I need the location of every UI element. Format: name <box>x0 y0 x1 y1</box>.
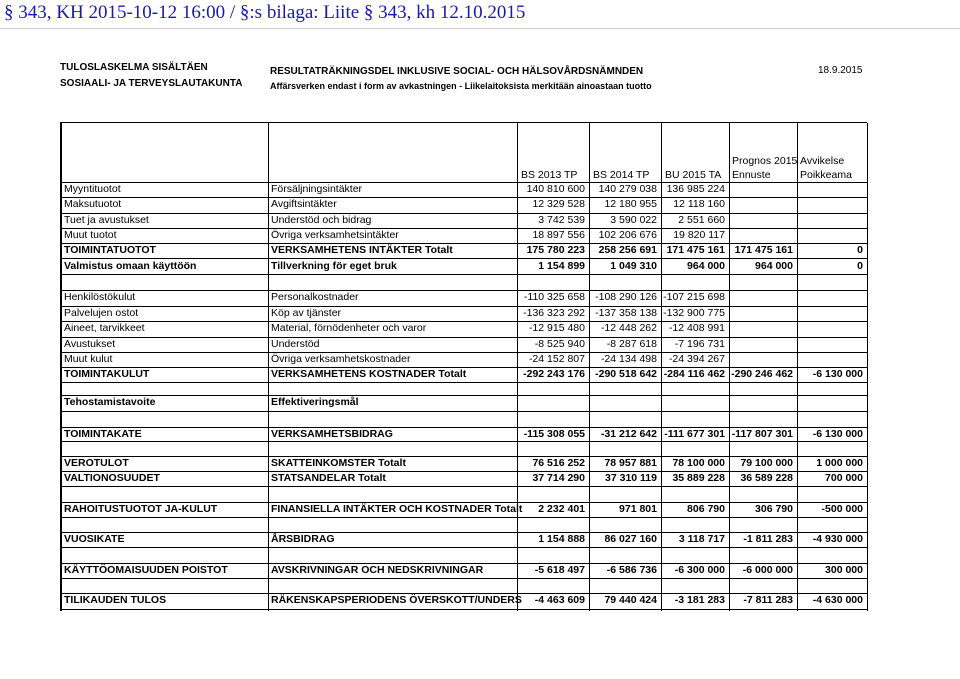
value-cell: -7 196 731 <box>674 338 725 350</box>
value-cell: 1 154 899 <box>538 260 585 272</box>
value-cell: 1 154 888 <box>538 533 585 545</box>
row-rule <box>61 382 867 383</box>
value-cell: -284 116 462 <box>663 368 725 380</box>
row-label-sv: RÄKENSKAPSPERIODENS ÖVERSKOTT/UNDERS <box>271 594 522 606</box>
row-rule <box>61 411 867 412</box>
row-label-fi: KÄYTTÖOMAISUUDEN POISTOT <box>64 564 228 576</box>
value-cell: 171 475 161 <box>666 244 725 256</box>
value-cell: -107 215 698 <box>663 291 725 303</box>
row-rule <box>61 441 867 442</box>
value-cell: 19 820 117 <box>673 229 725 241</box>
value-cell: 0 <box>857 260 863 272</box>
value-cell: -132 900 775 <box>663 307 725 319</box>
row-label-fi: TOIMINTAKATE <box>64 428 142 440</box>
value-cell: 78 100 000 <box>672 457 725 469</box>
value-cell: 12 180 955 <box>604 198 657 210</box>
value-cell: -290 246 462 <box>731 368 793 380</box>
value-cell: 0 <box>857 244 863 256</box>
row-label-sv: VERKSAMHETENS KOSTNADER Totalt <box>271 368 467 380</box>
header-mid-line1: RESULTATRÄKNINGSDEL INKLUSIVE SOCIAL- OCH HÄLSOVÅRDSNÄMNDEN <box>270 66 644 77</box>
value-cell: 1 000 000 <box>816 457 863 469</box>
value-cell: -8 525 940 <box>534 338 585 350</box>
value-cell: -6 130 000 <box>812 368 863 380</box>
value-cell: 36 589 228 <box>740 472 793 484</box>
value-cell: -4 630 000 <box>812 594 863 606</box>
row-label-fi: RAHOITUSTUOTOT JA-KULUT <box>64 503 218 515</box>
row-label-sv: Tillverkning för eget bruk <box>271 260 397 272</box>
row-label-sv: Försäljningsintäkter <box>271 183 363 195</box>
value-cell: -6 130 000 <box>812 428 863 440</box>
value-cell: -24 394 267 <box>668 353 725 365</box>
row-label-sv: VERKSAMHETENS INTÄKTER Totalt <box>271 244 453 256</box>
row-label-fi: TILIKAUDEN TULOS <box>64 594 167 606</box>
attachment-title: § 343, KH 2015-10-12 16:00 / §:s bilaga: Liite § 343, kh 12.10.2015 <box>4 2 526 23</box>
value-cell: 86 027 160 <box>604 533 657 545</box>
value-cell: -7 811 283 <box>743 594 793 606</box>
value-cell: 136 985 224 <box>666 183 725 195</box>
row-label-sv: AVSKRIVNINGAR OCH NEDSKRIVNINGAR <box>271 564 484 576</box>
value-cell: 3 742 539 <box>538 214 585 226</box>
row-label-sv: Understöd och bidrag <box>271 214 372 226</box>
row-label-fi: TOIMINTAKULUT <box>64 368 150 380</box>
row-label-fi: Avustukset <box>64 338 116 350</box>
row-label-fi: Aineet, tarvikkeet <box>64 322 145 334</box>
row-rule <box>61 578 867 579</box>
value-cell: -110 325 658 <box>523 291 585 303</box>
row-label-fi: Tehostamistavoite <box>64 396 156 408</box>
value-cell: 175 780 223 <box>526 244 585 256</box>
value-cell: -1 811 283 <box>743 533 793 545</box>
row-label-sv: Effektiveringsmål <box>271 396 359 408</box>
attachment-banner <box>0 0 960 29</box>
value-cell: 37 714 290 <box>532 472 585 484</box>
row-rule <box>61 258 867 259</box>
row-label-fi: Myyntituotot <box>64 183 121 195</box>
col-header-avvikelse: Avvikelse <box>800 155 845 167</box>
value-cell: 140 279 038 <box>598 183 657 195</box>
value-cell: 700 000 <box>825 472 863 484</box>
value-cell: -6 586 736 <box>606 564 657 576</box>
value-cell: -5 618 497 <box>534 564 585 576</box>
value-cell: 306 790 <box>755 503 793 515</box>
row-label-sv: VERKSAMHETSBIDRAG <box>271 428 393 440</box>
row-label-fi: Palvelujen ostot <box>64 307 139 319</box>
value-cell: -117 807 301 <box>731 428 793 440</box>
value-cell: -290 518 642 <box>595 368 657 380</box>
row-label-sv: STATSANDELAR Totalt <box>271 472 386 484</box>
row-label-fi: Tuet ja avustukset <box>64 214 149 226</box>
value-cell: -500 000 <box>821 503 863 515</box>
row-label-fi: VEROTULOT <box>64 457 129 469</box>
row-label-fi: Valmistus omaan käyttöön <box>64 260 197 272</box>
value-cell: -24 152 807 <box>528 353 585 365</box>
row-label-sv: Övriga verksamhetskostnader <box>271 353 411 365</box>
row-rule <box>61 547 867 548</box>
value-cell: 964 000 <box>755 260 793 272</box>
row-rule <box>61 609 867 610</box>
value-cell: 171 475 161 <box>734 244 793 256</box>
value-cell: -136 323 292 <box>523 307 585 319</box>
col-header-poikkeama: Poikkeama <box>800 169 852 181</box>
value-cell: -12 915 480 <box>528 322 585 334</box>
value-cell: -6 300 000 <box>674 564 725 576</box>
value-cell: 12 329 528 <box>532 198 585 210</box>
value-cell: 76 516 252 <box>532 457 585 469</box>
row-label-sv: Personalkostnader <box>271 291 359 303</box>
col-header-bs2014: BS 2014 TP <box>593 169 650 181</box>
value-cell: -12 448 262 <box>600 322 657 334</box>
row-label-fi: TOIMINTATUOTOT <box>64 244 156 256</box>
value-cell: -31 212 642 <box>600 428 657 440</box>
value-cell: 3 590 022 <box>610 214 657 226</box>
row-label-fi: VALTIONOSUUDET <box>64 472 160 484</box>
value-cell: 258 256 691 <box>598 244 657 256</box>
row-label-sv: ÅRSBIDRAG <box>271 533 335 545</box>
col-header-bu2015: BU 2015 TA <box>665 169 722 181</box>
row-label-sv: FINANSIELLA INTÄKTER OCH KOSTNADER Totalt <box>271 503 523 515</box>
value-cell: -111 677 301 <box>664 428 725 440</box>
value-cell: -115 308 055 <box>523 428 585 440</box>
income-statement-table <box>60 122 867 611</box>
value-cell: -12 408 991 <box>668 322 725 334</box>
row-label-sv: Köp av tjänster <box>271 307 342 319</box>
col-header-prognos: Prognos 2015 <box>732 155 798 167</box>
value-cell: -4 930 000 <box>812 533 863 545</box>
column-rule <box>867 123 868 611</box>
row-label-fi: Henkilöstökulut <box>64 291 136 303</box>
report-date: 18.9.2015 <box>818 65 863 76</box>
value-cell: 964 000 <box>687 260 725 272</box>
header-left-line1: TULOSLASKELMA SISÄLTÄEN <box>60 62 208 73</box>
value-cell: 1 049 310 <box>610 260 657 272</box>
col-header-ennuste: Ennuste <box>732 169 771 181</box>
row-label-sv: Avgiftsintäkter <box>271 198 337 210</box>
value-cell: 2 232 401 <box>538 503 585 515</box>
value-cell: -6 000 000 <box>742 564 793 576</box>
value-cell: 2 551 660 <box>678 214 725 226</box>
col-header-bs2013: BS 2013 TP <box>521 169 578 181</box>
value-cell: -3 181 283 <box>674 594 725 606</box>
value-cell: -137 358 138 <box>595 307 657 319</box>
value-cell: 37 310 119 <box>605 472 657 484</box>
row-label-sv: Övriga verksamhetsintäkter <box>271 229 399 241</box>
value-cell: -4 463 609 <box>534 594 585 606</box>
row-label-sv: Understöd <box>271 338 320 350</box>
value-cell: 79 100 000 <box>740 457 793 469</box>
value-cell: -108 290 126 <box>595 291 657 303</box>
value-cell: -292 243 176 <box>523 368 585 380</box>
row-label-sv: SKATTEINKOMSTER Totalt <box>271 457 406 469</box>
row-label-fi: VUOSIKATE <box>64 533 125 545</box>
value-cell: 140 810 600 <box>526 183 585 195</box>
row-label-fi: Muut kulut <box>64 353 113 365</box>
header-mid-line2: Affärsverken endast i form av avkastningen - Liikelaitoksista merkitään ainoastaan tuotto <box>270 81 652 91</box>
value-cell: 18 897 556 <box>532 229 585 241</box>
value-cell: 12 118 160 <box>673 198 725 210</box>
value-cell: 102 206 676 <box>598 229 657 241</box>
value-cell: 300 000 <box>825 564 863 576</box>
value-cell: -24 134 498 <box>600 353 657 365</box>
row-rule <box>61 486 867 487</box>
row-label-fi: Muut tuotot <box>64 229 117 241</box>
row-label-sv: Material, förnödenheter och varor <box>271 322 427 334</box>
header-left-line2: SOSIAALI- JA TERVEYSLAUTAKUNTA <box>60 78 243 89</box>
value-cell: 79 440 424 <box>604 594 657 606</box>
value-cell: 806 790 <box>687 503 725 515</box>
row-label-fi: Maksutuotot <box>64 198 122 210</box>
row-rule <box>61 517 867 518</box>
value-cell: 971 801 <box>619 503 657 515</box>
value-cell: 3 118 717 <box>678 533 725 545</box>
value-cell: 35 889 228 <box>672 472 725 484</box>
value-cell: -8 287 618 <box>606 338 657 350</box>
row-rule <box>61 274 867 275</box>
value-cell: 78 957 881 <box>604 457 657 469</box>
